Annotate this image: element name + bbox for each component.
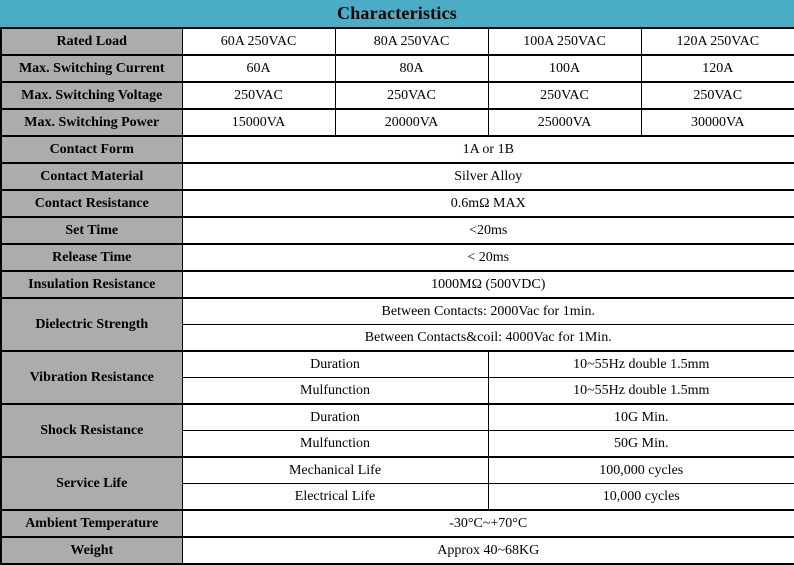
row-contact-material — [1, 163, 794, 190]
cell-weight: Approx 40~68KG — [182, 537, 794, 564]
table-title: Characteristics — [0, 0, 794, 27]
row-label-ambient-temperature: Ambient Temperature — [1, 510, 182, 537]
row-label-max-switching-voltage: Max. Switching Voltage — [1, 82, 182, 109]
cell-insulation-resistance: 1000MΩ (500VDC) — [182, 271, 794, 298]
cell-max-current-3: 100A — [488, 55, 641, 82]
row-label-contact-resistance: Contact Resistance — [1, 190, 182, 217]
cell-max-voltage-2: 250VAC — [335, 82, 488, 109]
row-label-insulation-resistance: Insulation Resistance — [1, 271, 182, 298]
row-label-weight: Weight — [1, 537, 182, 564]
row-label-max-switching-power: Max. Switching Power — [1, 109, 182, 136]
cell-dielectric-contacts: Between Contacts: 2000Vac for 1min. — [182, 298, 794, 325]
row-max-switching-current — [1, 55, 794, 82]
row-label-vibration-resistance: Vibration Resistance — [1, 351, 182, 404]
cell-max-voltage-1: 250VAC — [182, 82, 335, 109]
row-max-switching-power — [1, 109, 794, 136]
row-label-service-life: Service Life — [1, 457, 182, 510]
row-label-contact-material: Contact Material — [1, 163, 182, 190]
row-label-contact-form: Contact Form — [1, 136, 182, 163]
cell-mechanical-life-value: 100,000 cycles — [488, 457, 794, 484]
cell-electrical-life-item: Electrical Life — [182, 484, 488, 511]
row-dielectric-strength-1 — [1, 298, 794, 325]
cell-vibration-duration-item: Duration — [182, 351, 488, 378]
cell-max-current-4: 120A — [641, 55, 794, 82]
cell-rated-load-3: 100A 250VAC — [488, 28, 641, 55]
cell-max-power-2: 20000VA — [335, 109, 488, 136]
cell-rated-load-2: 80A 250VAC — [335, 28, 488, 55]
row-service-life-1 — [1, 457, 794, 484]
characteristics-table — [0, 27, 794, 565]
cell-vibration-duration-value: 10~55Hz double 1.5mm — [488, 351, 794, 378]
cell-shock-duration-value: 10G Min. — [488, 404, 794, 431]
row-vibration-resistance-1 — [1, 351, 794, 378]
cell-electrical-life-value: 10,000 cycles — [488, 484, 794, 511]
cell-max-voltage-3: 250VAC — [488, 82, 641, 109]
cell-set-time: <20ms — [182, 217, 794, 244]
cell-max-current-1: 60A — [182, 55, 335, 82]
row-contact-resistance — [1, 190, 794, 217]
cell-contact-material: Silver Alloy — [182, 163, 794, 190]
cell-max-current-2: 80A — [335, 55, 488, 82]
cell-shock-mulfunction-value: 50G Min. — [488, 431, 794, 458]
row-label-max-switching-current: Max. Switching Current — [1, 55, 182, 82]
row-label-release-time: Release Time — [1, 244, 182, 271]
row-label-rated-load: Rated Load — [1, 28, 182, 55]
row-shock-resistance-1 — [1, 404, 794, 431]
cell-vibration-mulfunction-value: 10~55Hz double 1.5mm — [488, 378, 794, 405]
cell-contact-resistance: 0.6mΩ MAX — [182, 190, 794, 217]
cell-rated-load-1: 60A 250VAC — [182, 28, 335, 55]
cell-max-power-3: 25000VA — [488, 109, 641, 136]
cell-vibration-mulfunction-item: Mulfunction — [182, 378, 488, 405]
cell-release-time: < 20ms — [182, 244, 794, 271]
row-release-time — [1, 244, 794, 271]
cell-shock-mulfunction-item: Mulfunction — [182, 431, 488, 458]
row-ambient-temperature — [1, 510, 794, 537]
cell-rated-load-4: 120A 250VAC — [641, 28, 794, 55]
row-insulation-resistance — [1, 271, 794, 298]
cell-ambient-temperature: -30°C~+70°C — [182, 510, 794, 537]
cell-mechanical-life-item: Mechanical Life — [182, 457, 488, 484]
row-max-switching-voltage — [1, 82, 794, 109]
cell-max-voltage-4: 250VAC — [641, 82, 794, 109]
row-rated-load — [1, 28, 794, 55]
cell-max-power-1: 15000VA — [182, 109, 335, 136]
row-weight — [1, 537, 794, 564]
row-set-time — [1, 217, 794, 244]
cell-contact-form: 1A or 1B — [182, 136, 794, 163]
cell-shock-duration-item: Duration — [182, 404, 488, 431]
row-label-set-time: Set Time — [1, 217, 182, 244]
row-contact-form — [1, 136, 794, 163]
row-label-shock-resistance: Shock Resistance — [1, 404, 182, 457]
cell-max-power-4: 30000VA — [641, 109, 794, 136]
row-label-dielectric-strength: Dielectric Strength — [1, 298, 182, 351]
cell-dielectric-contacts-coil: Between Contacts&coil: 4000Vac for 1Min. — [182, 325, 794, 352]
